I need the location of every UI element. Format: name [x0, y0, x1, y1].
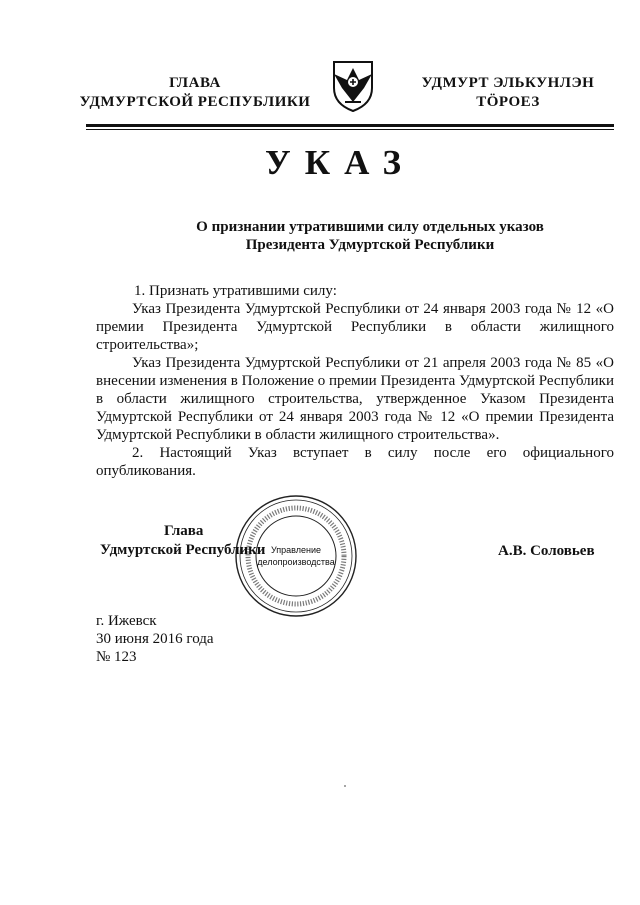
header-divider-thin — [86, 129, 614, 130]
header-right — [408, 74, 608, 112]
document-title: УКАЗ — [265, 143, 415, 182]
footer-date: 30 июня 2016 года — [96, 631, 214, 647]
header-left-line1: ГЛАВА — [169, 75, 221, 91]
paragraph-item-2: 2. Настоящий Указ вступает в силу после его официального опубликования. — [96, 445, 614, 479]
signatory-name: А.В. Соловьев — [498, 543, 595, 559]
signature-title-line1: Глава — [164, 523, 204, 539]
signature-title — [100, 522, 290, 560]
header-right-line1: УДМУРТ ЭЛЬКУНЛЭН — [421, 75, 595, 91]
header-left — [60, 74, 330, 112]
subject-line1: О признании утратившими силу отдельных указов — [196, 219, 544, 235]
paragraph-item-1: 1. Признать утратившими силу: — [134, 283, 337, 299]
footer-number: № 123 — [96, 649, 137, 665]
header-divider-thick — [86, 124, 614, 127]
document-subject — [140, 218, 600, 254]
footer-city: г. Ижевск — [96, 613, 157, 629]
signature-title-line2: Удмуртской Республики — [100, 542, 266, 558]
coat-of-arms-icon — [328, 58, 378, 112]
scan-speck — [344, 785, 346, 787]
document-body — [96, 282, 614, 480]
header-left-line2: УДМУРТСКОЙ РЕСПУБЛИКИ — [79, 94, 311, 110]
paragraph-decree-85: Указ Президента Удмуртской Республики от 21 апреля 2003 года № 85 «О внесении изменения в Положение о премии Президента Удмуртской Республики в области жилищного строительства, утвержденное Указом Президента Удмуртской Республики от 24 января 2003 года № 12 «О премии Президента Удмуртской Республики в области жилищного строительства». — [96, 355, 614, 443]
document-footer — [96, 612, 214, 666]
stamp-label-line2: делопроизводства — [257, 557, 335, 567]
stamp-label-line1: Управление — [270, 545, 322, 555]
header-right-line2: ТӦРОЕЗ — [476, 94, 540, 110]
subject-line2: Президента Удмуртской Республики — [245, 237, 495, 253]
paragraph-decree-12: Указ Президента Удмуртской Республики от 24 января 2003 года № 12 «О премии Президента Удмуртской Республики в области жилищного строительства»; — [96, 301, 614, 353]
